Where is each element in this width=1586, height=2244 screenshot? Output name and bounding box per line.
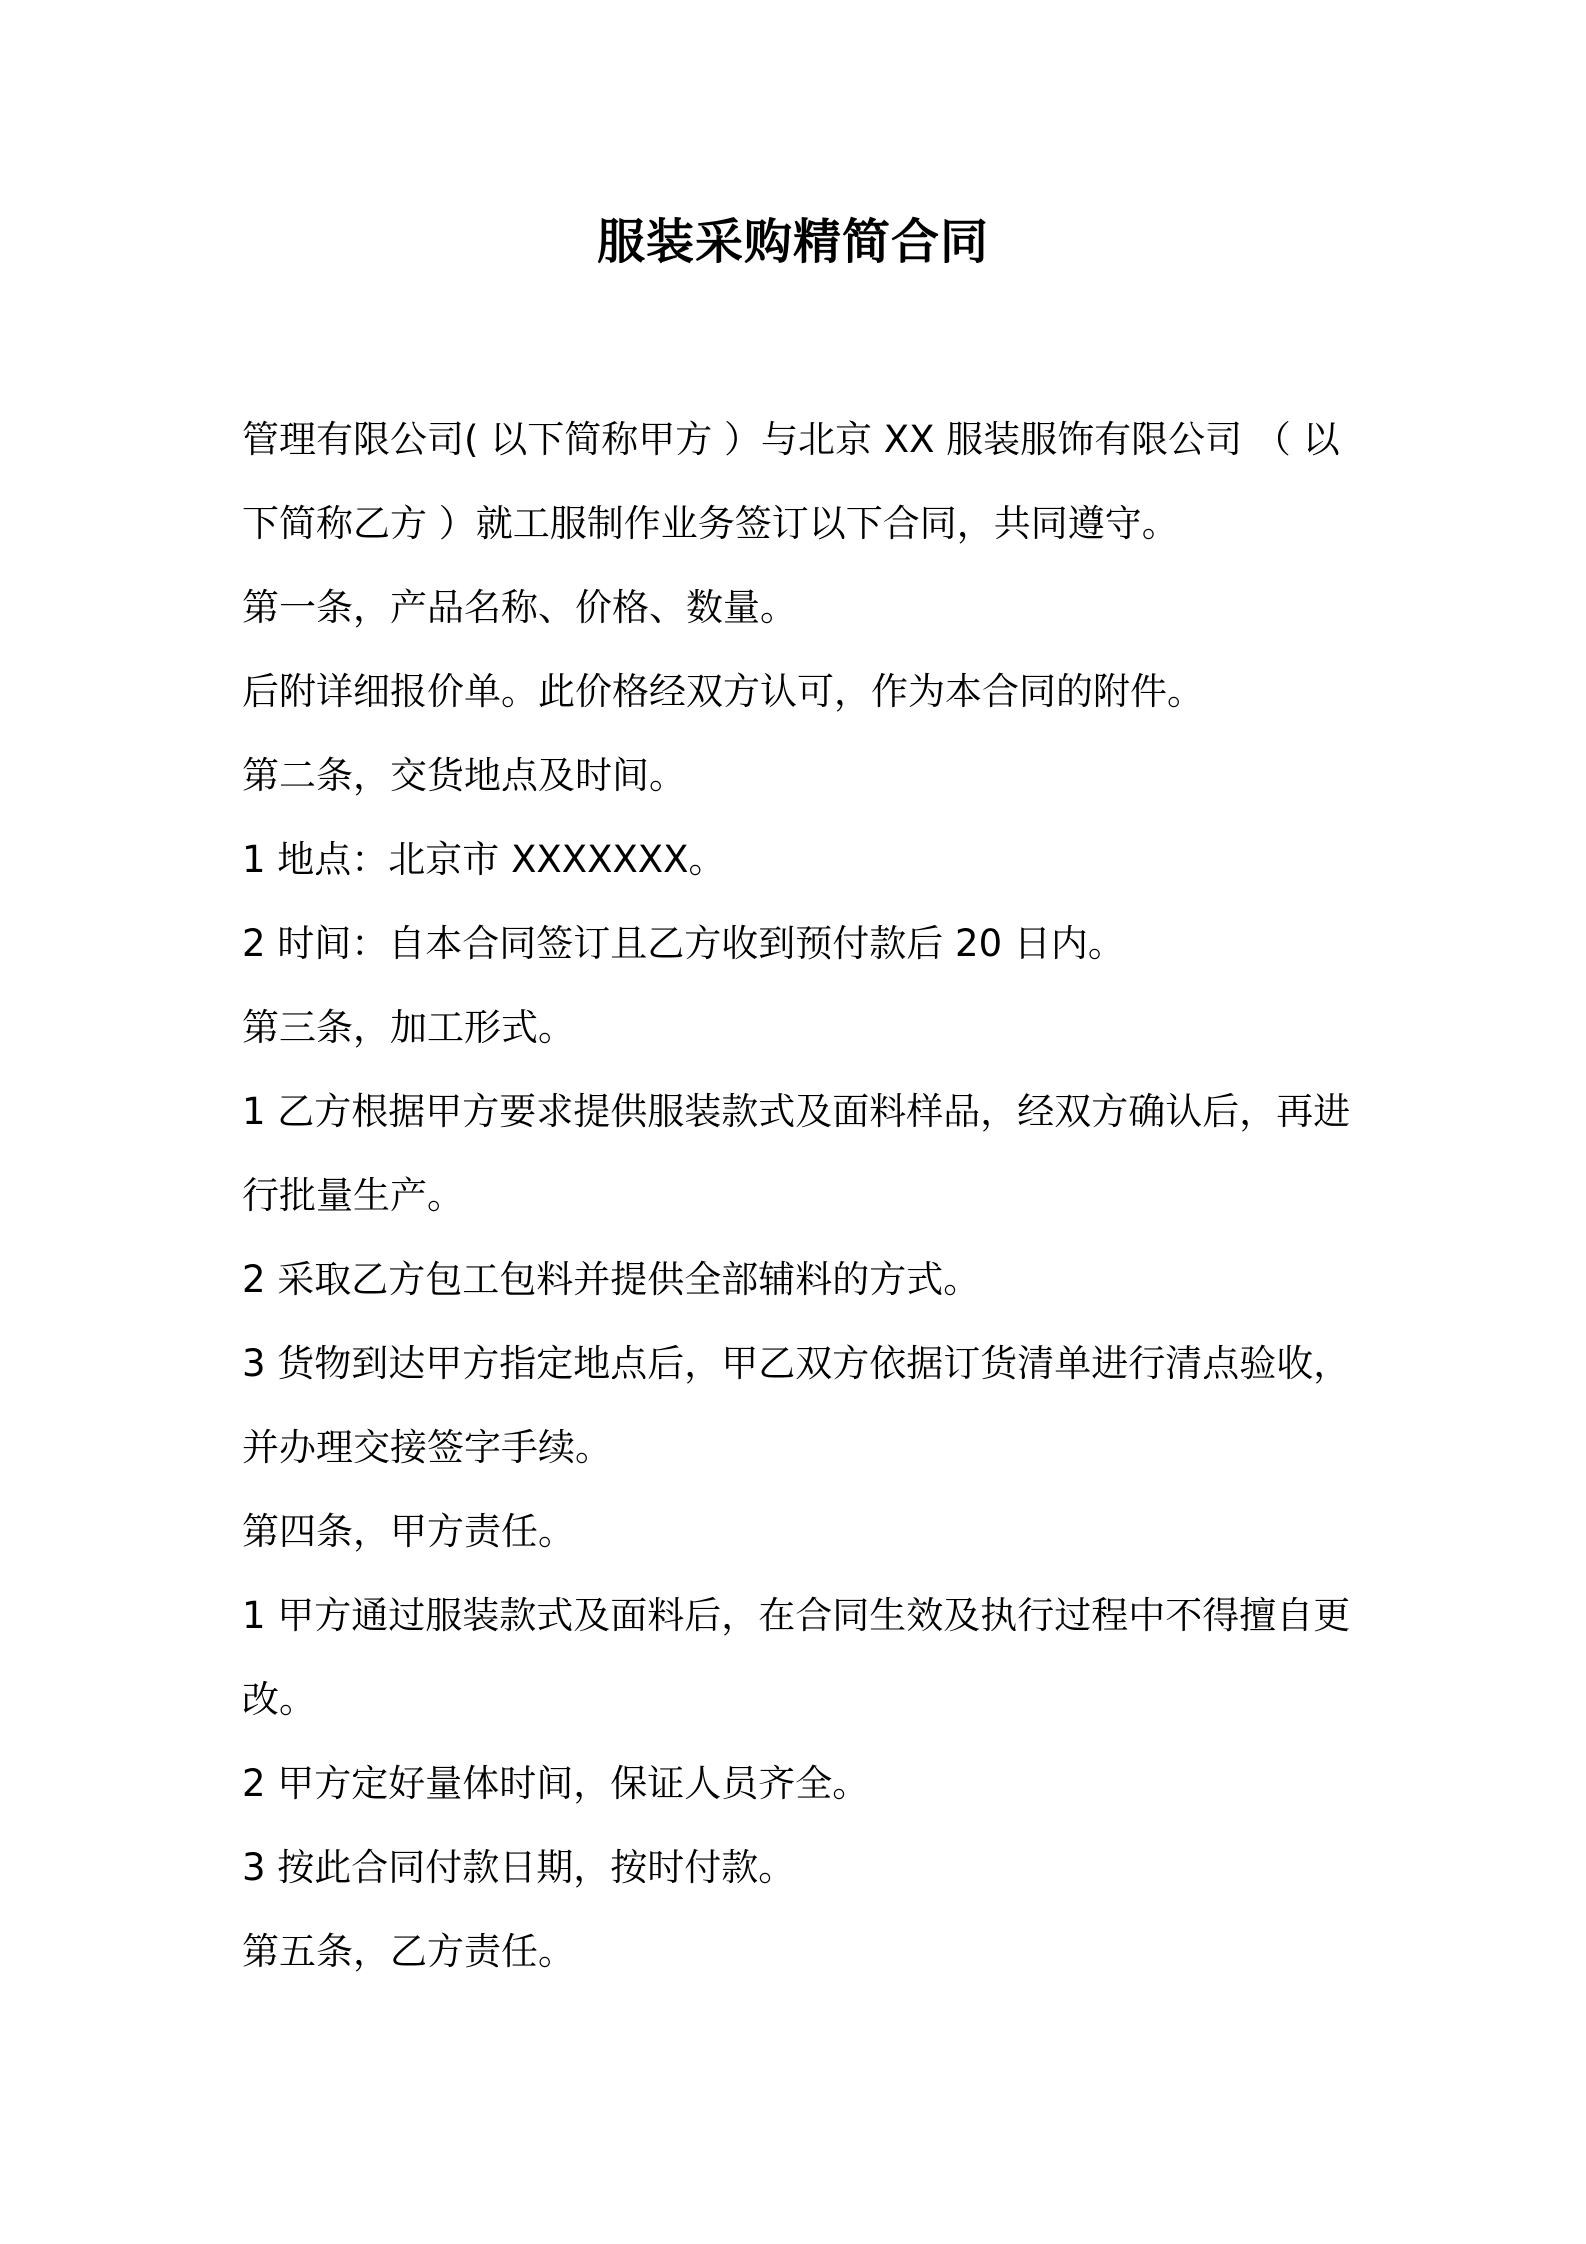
article-4-item-1: 1 甲方通过服装款式及面料后，在合同生效及执行过程中不得擅自更 xyxy=(242,1594,1351,1637)
article-3-item-3-cont: 并办理交接签字手续。 xyxy=(242,1426,612,1469)
article-4-item-1-cont: 改。 xyxy=(242,1678,316,1721)
article-4-item-2: 2 甲方定好量体时间，保证人员齐全。 xyxy=(242,1762,870,1805)
article-2-heading: 第二条，交货地点及时间。 xyxy=(242,754,686,797)
article-3-item-2: 2 采取乙方包工包料并提供全部辅料的方式。 xyxy=(242,1258,981,1301)
article-3-item-1-cont: 行批量生产。 xyxy=(242,1174,464,1217)
intro-line-2: 下简称乙方 ）就工服制作业务签订以下合同，共同遵守。 xyxy=(242,502,1179,545)
article-5-heading: 第五条，乙方责任。 xyxy=(242,1930,575,1973)
article-1-text: 后附详细报价单。此价格经双方认可，作为本合同的附件。 xyxy=(242,670,1204,713)
article-3-item-1: 1 乙方根据甲方要求提供服装款式及面料样品，经双方确认后，再进 xyxy=(242,1090,1351,1133)
article-3-item-3: 3 货物到达甲方指定地点后，甲乙双方依据订货清单进行清点验收， xyxy=(242,1342,1351,1385)
intro-line-1: 管理有限公司( 以下简称甲方 ）与北京 XX 服装服饰有限公司 （ 以 xyxy=(242,418,1340,461)
article-4-heading: 第四条，甲方责任。 xyxy=(242,1510,575,1553)
article-2-item-2: 2 时间：自本合同签订且乙方收到预付款后 20 日内。 xyxy=(242,922,1125,965)
article-4-item-3: 3 按此合同付款日期，按时付款。 xyxy=(242,1846,796,1889)
document-title: 服装采购精简合同 xyxy=(596,214,989,270)
article-3-heading: 第三条，加工形式。 xyxy=(242,1006,575,1049)
article-2-item-1: 1 地点：北京市 XXXXXXX。 xyxy=(242,838,726,881)
article-1-heading: 第一条，产品名称、价格、数量。 xyxy=(242,586,797,629)
